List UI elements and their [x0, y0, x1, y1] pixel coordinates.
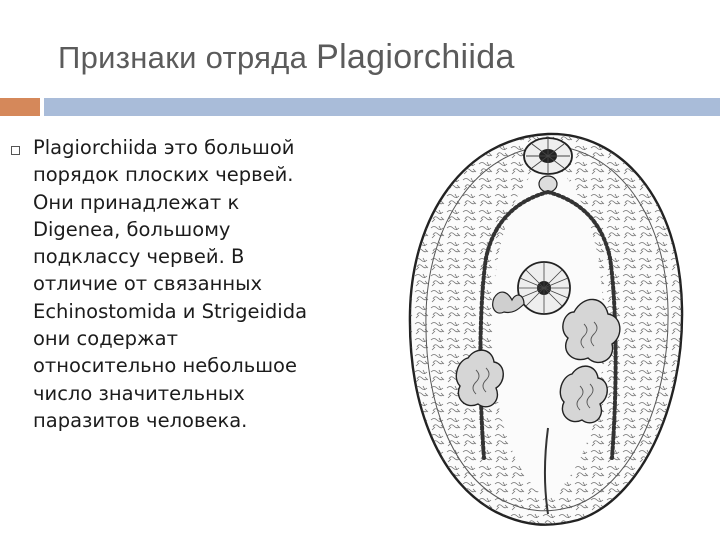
text-line: отличие от связанных [33, 272, 263, 296]
accent-bar-blue [44, 98, 720, 116]
flatworm-illustration [398, 128, 698, 528]
title-prefix: Признаки отряда [58, 40, 317, 75]
title-taxon: Plagiorchiida [316, 38, 515, 76]
ventral-sucker [518, 262, 570, 314]
text-line: Digenea, большому [33, 217, 231, 241]
text-line: порядок плоских червей. [33, 163, 294, 187]
pharynx [539, 176, 557, 192]
text-line: относительно небольшое [33, 354, 297, 378]
bullet-square-icon [11, 146, 20, 155]
slide-title [58, 38, 698, 77]
bullet-text [33, 134, 378, 434]
text-line: Plagiorchiida это большой [33, 136, 295, 159]
oral-sucker [524, 138, 572, 174]
accent-bar-orange [0, 98, 40, 116]
text-line: число значительных [33, 381, 245, 405]
text-line: они содержат [33, 327, 178, 351]
text-line: Они принадлежат к [33, 190, 240, 214]
text-line: паразитов человека. [33, 408, 248, 432]
text-line: Echinostomida и Strigeidida [33, 299, 308, 323]
text-line: подклассу червей. В [33, 245, 245, 269]
